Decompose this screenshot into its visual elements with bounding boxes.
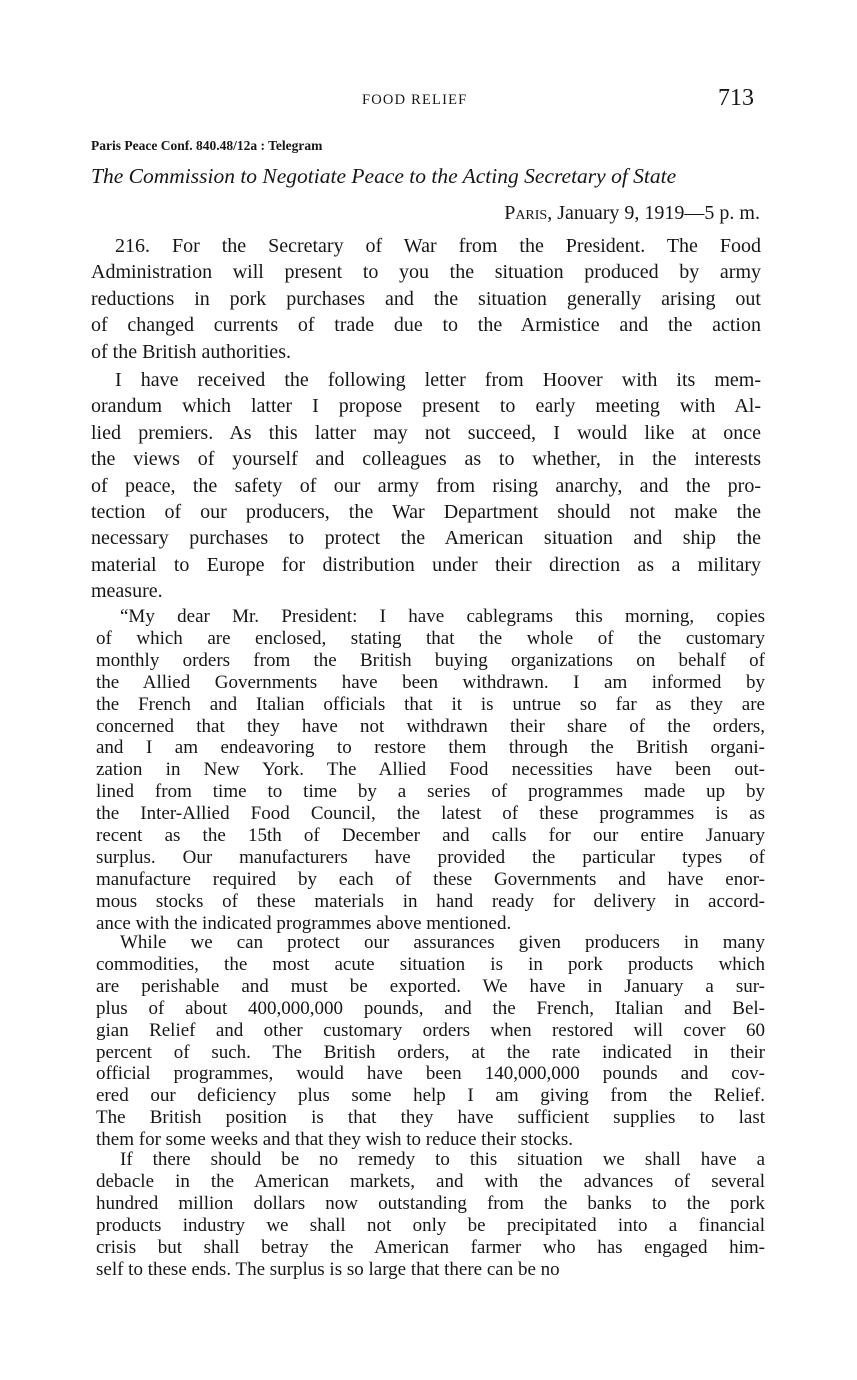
document-title: The Commission to Negotiate Peace to the Acting Secretary of State (91, 164, 677, 188)
text-line: debacle in the American markets, and with the advances of several (96, 1170, 765, 1192)
text-line: recent as the 15th of December and calls for our entire January (96, 825, 765, 847)
paragraph-2 (91, 367, 761, 605)
text-line: the views of yourself and colleagues as to whether, in the interests (91, 448, 761, 471)
text-line: The British position is that they have sufficient supplies to last (96, 1107, 765, 1129)
text-line: percent of such. The British orders, at the rate indicated in their (96, 1041, 765, 1063)
text-line: lined from time to time by a series of programmes made up by (96, 781, 765, 803)
text-line: them for some weeks and that they wish to reduce their stocks. (96, 1129, 573, 1151)
text-line: monthly orders from the British buying organizations on behalf of (96, 649, 765, 671)
dateline-date: January 9, 1919—5 p. m. (557, 202, 760, 224)
text-line: Administration will present to you the situation produced by army (91, 261, 761, 284)
dateline (504, 202, 760, 225)
text-line: the Inter-Allied Food Council, the latest of these programmes is as (96, 803, 765, 825)
text-line: the Allied Governments have been withdrawn. I am informed by (96, 671, 765, 693)
text-line: and I am endeavoring to restore them through the British organi- (96, 737, 765, 759)
text-line: commodities, the most acute situation is in pork products which (96, 953, 765, 975)
text-line: If there should be no remedy to this situation we shall have a (120, 1149, 765, 1170)
text-line: are perishable and must be exported. We have in January a sur- (96, 975, 765, 997)
text-line: material to Europe for distribution under their direction as a military (91, 553, 761, 576)
text-line: of the British authorities. (91, 340, 291, 363)
text-line: lied premiers. As this latter may not succeed, I would like at once (91, 421, 761, 444)
text-line: surplus. Our manufacturers have provided the particular types of (96, 846, 765, 868)
letter-paragraph-1 (96, 606, 765, 935)
text-line: of peace, the safety of our army from rising anarchy, and the pro- (91, 474, 761, 497)
text-line: official programmes, would have been 140,000,000 pounds and cov- (96, 1063, 765, 1085)
text-line: plus of about 400,000,000 pounds, and the French, Italian and Bel- (96, 997, 765, 1019)
letter-paragraph-2 (96, 932, 765, 1151)
running-head: FOOD RELIEF (362, 92, 468, 108)
text-line: ance with the indicated programmes above mentioned. (96, 912, 512, 934)
text-line: concerned that they have not withdrawn their share of the orders, (96, 715, 765, 737)
text-line: tection of our producers, the War Department should not make the (91, 501, 761, 524)
text-line: While we can protect our assurances given producers in many (120, 932, 765, 953)
text-line: hundred million dollars now outstanding from the banks to the pork (96, 1192, 765, 1214)
text-line: I have received the following letter from Hoover with its mem- (115, 369, 761, 391)
text-line: the French and Italian officials that it is untrue so far as they are (96, 693, 765, 715)
text-line: self to these ends. The surplus is so large that there can be no (96, 1258, 560, 1280)
text-line: 216. For the Secretary of War from the President. The Food (115, 235, 761, 257)
paragraph-1 (91, 233, 761, 365)
text-line: necessary purchases to protect the American situation and ship the (91, 527, 761, 550)
text-line: of changed currents of trade due to the Armistice and the action (91, 314, 761, 337)
text-line: “My dear Mr. President: I have cablegrams this morning, copies (120, 606, 765, 627)
source-line: Paris Peace Conf. 840.48/12a : Telegram (91, 138, 323, 153)
text-line: of which are enclosed, stating that the whole of the customary (96, 627, 765, 649)
text-line: crisis but shall betray the American farmer who has engaged him- (96, 1236, 765, 1258)
text-line: ered our deficiency plus some help I am giving from the Relief. (96, 1085, 765, 1107)
text-line: reductions in pork purchases and the situation generally arising out (91, 287, 761, 310)
text-line: manufacture required by each of these Governments and have enor- (96, 868, 765, 890)
text-line: products industry we shall not only be precipitated into a financial (96, 1214, 765, 1236)
dateline-place: Paris, (504, 202, 553, 224)
text-line: orandum which latter I propose present to early meeting with Al- (91, 395, 761, 418)
page-number: 713 (718, 85, 754, 111)
text-line: mous stocks of these materials in hand ready for delivery in accord- (96, 890, 765, 912)
text-line: gian Relief and other customary orders when restored will cover 60 (96, 1019, 765, 1041)
text-line: zation in New York. The Allied Food necessities have been out- (96, 759, 765, 781)
text-line: measure. (91, 580, 163, 603)
letter-paragraph-3 (96, 1149, 765, 1280)
